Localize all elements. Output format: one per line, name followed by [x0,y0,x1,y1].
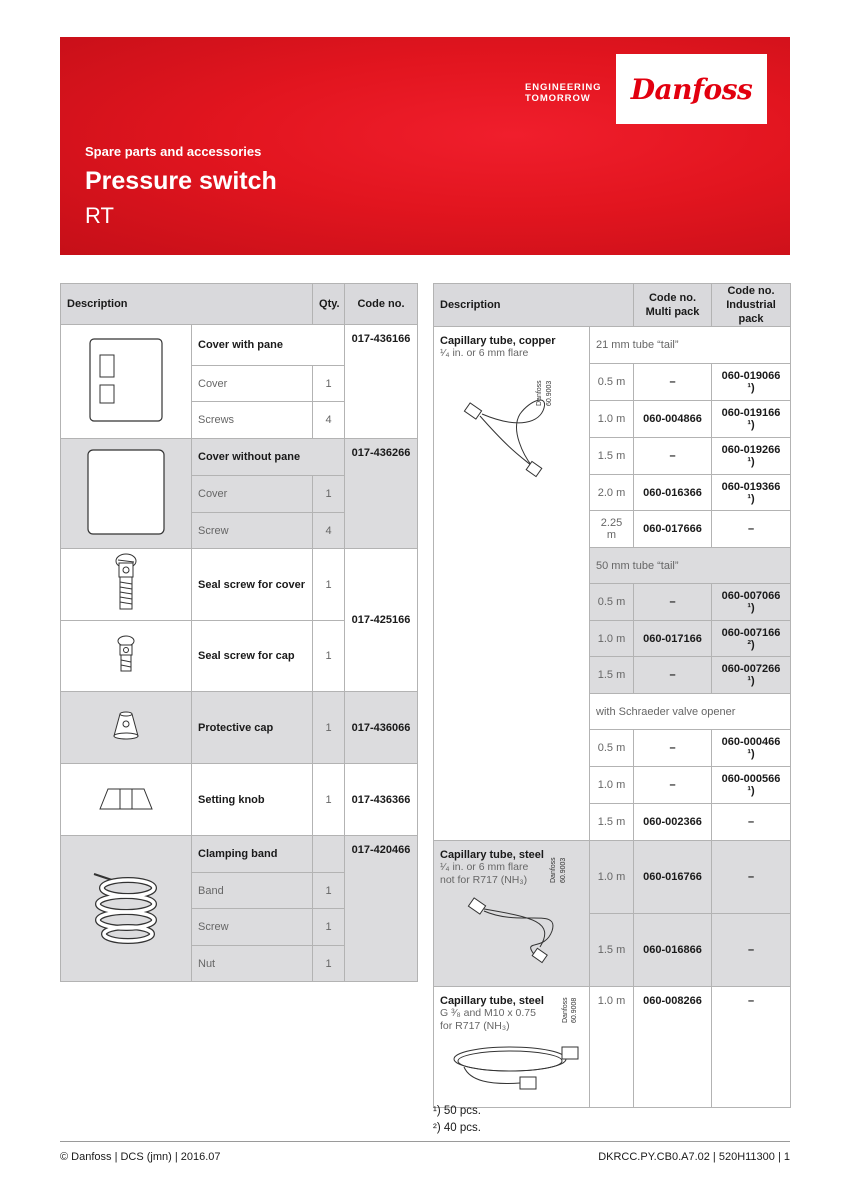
col-industrial-pack [712,284,791,327]
sub-item-label: Band [192,873,313,909]
length-cell: 2.25 m [590,511,634,548]
protective-cap-code: 017-436066 [345,692,418,764]
copper-tag-1: Danfoss [536,380,543,406]
cover-with-pane-code: 017-436166 [345,325,418,439]
multi-pack-code: – [634,584,712,621]
page-title: Pressure switch [85,167,277,195]
seal-screw-cap-image [61,621,192,692]
setting-knob-label: Setting knob [192,764,313,836]
clamping-band-label: Clamping band [192,836,313,873]
seal-screw-icon [106,551,146,615]
copper-tube-label: Capillary tube, copper [440,335,556,347]
multi-pack-code: – [634,657,712,694]
footer-doc-id: DKRCC.PY.CB0.A7.02 | 520H11300 | 1 [598,1151,790,1163]
steel-tube-1-sub2: not for R717 (NH₃) [440,874,528,886]
danfoss-logo [616,54,767,124]
sub-item-label: Screw [192,909,313,946]
length-cell: 1.0 m [590,841,634,914]
industrial-pack-code: 060-019266 ¹) [712,438,791,475]
multi-pack-code: 060-002366 [634,804,712,841]
col-industrial-line1: Code no. [727,285,775,297]
copper-tube-description [434,327,590,841]
group-label: 21 mm tube “tail” [590,327,791,364]
steel-tube-2-icon [440,1033,584,1103]
sub-item-qty: 1 [313,476,345,513]
length-cell: 1.0 m [590,401,634,438]
sub-item-qty: 4 [313,513,345,549]
engineering-tomorrow-tagline [525,82,601,104]
table-row [434,841,791,914]
seal-screw-cover-qty: 1 [313,549,345,621]
multi-pack-code: 060-016766 [634,841,712,914]
industrial-pack-code: 060-007266 ¹) [712,657,791,694]
col-description: Description [61,284,313,325]
steel2-tag-1: Danfoss [562,997,569,1023]
table-header-row [434,284,791,327]
seal-screw-small-icon [106,633,146,677]
col-code: Code no. [345,284,418,325]
industrial-pack-code: 060-000566 ¹) [712,767,791,804]
steel-tube-2-sub1: G ³⁄₈ and M10 x 0.75 [440,1007,536,1019]
industrial-pack-code: 060-000466 ¹) [712,730,791,767]
length-cell: 2.0 m [590,475,634,511]
sub-item-qty: 1 [313,946,345,982]
clamping-band-icon [86,862,166,952]
sub-item-qty: 1 [313,873,345,909]
cover-without-pane-icon [84,446,168,538]
empty-qty-cell [313,836,345,873]
copper-tag-2: 60.9003 [546,380,553,406]
steel-tube-1-description [434,841,590,987]
length-cell: 1.5 m [590,657,634,694]
sub-item-qty: 1 [313,366,345,402]
length-cell: 1.0 m [590,767,634,804]
steel-tube-2-description [434,987,590,1108]
clamping-band-image [61,836,192,982]
table-row [61,836,418,873]
col-multi-pack [634,284,712,327]
multi-pack-code: – [634,364,712,401]
multi-pack-code: 060-016866 [634,914,712,987]
group-label: 50 mm tube “tail” [590,548,791,584]
group-label: with Schraeder valve opener [590,694,791,730]
protective-cap-qty: 1 [313,692,345,764]
length-cell: 1.5 m [590,914,634,987]
steel1-tag-2: 60.9003 [560,857,567,883]
sub-item-label: Cover [192,366,313,402]
industrial-pack-code: – [712,511,791,548]
cover-with-pane-icon [86,335,166,425]
seal-screw-cap-qty: 1 [313,621,345,692]
seal-screw-cap-label: Seal screw for cap [192,621,313,692]
multi-pack-code: 060-008266 [634,987,712,1108]
industrial-pack-code: 060-019066 ¹) [712,364,791,401]
table-row [61,692,418,764]
protective-cap-label: Protective cap [192,692,313,764]
steel-tube-1-sub1: ¹⁄₄ in. or 6 mm flare [440,861,529,873]
col-multi-line2: Multi pack [645,306,700,318]
left-parts-table [60,283,418,982]
setting-knob-code: 017-436366 [345,764,418,836]
col-multi-line1: Code no. [648,292,697,304]
multi-pack-code: – [634,767,712,804]
col-industrial-line2: Industrial pack [726,299,776,325]
industrial-pack-code: – [712,987,791,1108]
col-description: Description [434,284,634,327]
multi-pack-code: 060-016366 [634,475,712,511]
steel-tube-1-label: Capillary tube, steel [440,849,544,861]
steel1-tag-1: Danfoss [550,857,557,883]
cover-with-pane-image [61,325,192,439]
industrial-pack-code: 060-007066 ¹) [712,584,791,621]
table-row [61,439,418,476]
length-cell: 0.5 m [590,584,634,621]
table-row [434,327,791,364]
tagline-line-1: ENGINEERING [525,82,602,93]
table-row [434,987,791,1108]
protective-cap-icon [106,706,146,746]
industrial-pack-code: – [712,914,791,987]
industrial-pack-code: 060-007166 ²) [712,621,791,657]
footer-copyright: © Danfoss | DCS (jmn) | 2016.07 [60,1151,221,1163]
setting-knob-icon [96,781,156,815]
sub-item-label: Screws [192,402,313,439]
copper-tube-drawing [440,370,583,490]
length-cell: 0.5 m [590,364,634,401]
cover-without-pane-label: Cover without pane [192,439,345,476]
sub-item-qty: 1 [313,909,345,946]
cover-with-pane-label: Cover with pane [192,325,345,366]
col-qty: Qty. [313,284,345,325]
cover-without-pane-image [61,439,192,549]
steel-tube-2-label: Capillary tube, steel [440,995,544,1007]
multi-pack-code: 060-017666 [634,511,712,548]
industrial-pack-code: – [712,841,791,914]
clamping-band-code: 017-420466 [345,836,418,982]
table-row [61,764,418,836]
seal-screw-code: 017-425166 [345,549,418,692]
multi-pack-code: – [634,438,712,475]
sub-item-qty: 4 [313,402,345,439]
length-cell: 1.5 m [590,438,634,475]
cover-without-pane-code: 017-436266 [345,439,418,549]
footnotes [433,1103,481,1137]
right-capillary-table [433,283,791,1108]
footer-divider [60,1141,790,1142]
multi-pack-code: 060-017166 [634,621,712,657]
protective-cap-image [61,692,192,764]
copper-tube-icon [440,370,580,480]
page-subtitle: RT [85,203,114,228]
industrial-pack-code: 060-019366 ¹) [712,475,791,511]
length-cell: 0.5 m [590,730,634,767]
seal-screw-cover-label: Seal screw for cover [192,549,313,621]
section-label: Spare parts and accessories [85,144,262,159]
seal-screw-cover-image [61,549,192,621]
length-cell: 1.0 m [590,987,634,1108]
header-banner [60,37,790,255]
footnote-1: ¹) 50 pcs. [433,1105,481,1117]
sub-item-label: Cover [192,476,313,513]
setting-knob-image [61,764,192,836]
table-row [61,549,418,621]
multi-pack-code: 060-004866 [634,401,712,438]
sub-item-label: Nut [192,946,313,982]
length-cell: 1.0 m [590,621,634,657]
logo-text: Danfoss [630,72,753,106]
table-header-row [61,284,418,325]
table-row [61,325,418,366]
steel-tube-2-sub2: for R717 (NH₃) [440,1020,510,1032]
tagline-line-2: TOMORROW [525,93,591,104]
setting-knob-qty: 1 [313,764,345,836]
steel-tube-1-icon [440,887,580,967]
industrial-pack-code: – [712,804,791,841]
footnote-2: ²) 40 pcs. [433,1122,481,1134]
length-cell: 1.5 m [590,804,634,841]
sub-item-label: Screw [192,513,313,549]
copper-tube-sub: ¹⁄₄ in. or 6 mm flare [440,347,529,359]
steel2-tag-2: 60.9008 [571,997,578,1023]
multi-pack-code: – [634,730,712,767]
industrial-pack-code: 060-019166 ¹) [712,401,791,438]
